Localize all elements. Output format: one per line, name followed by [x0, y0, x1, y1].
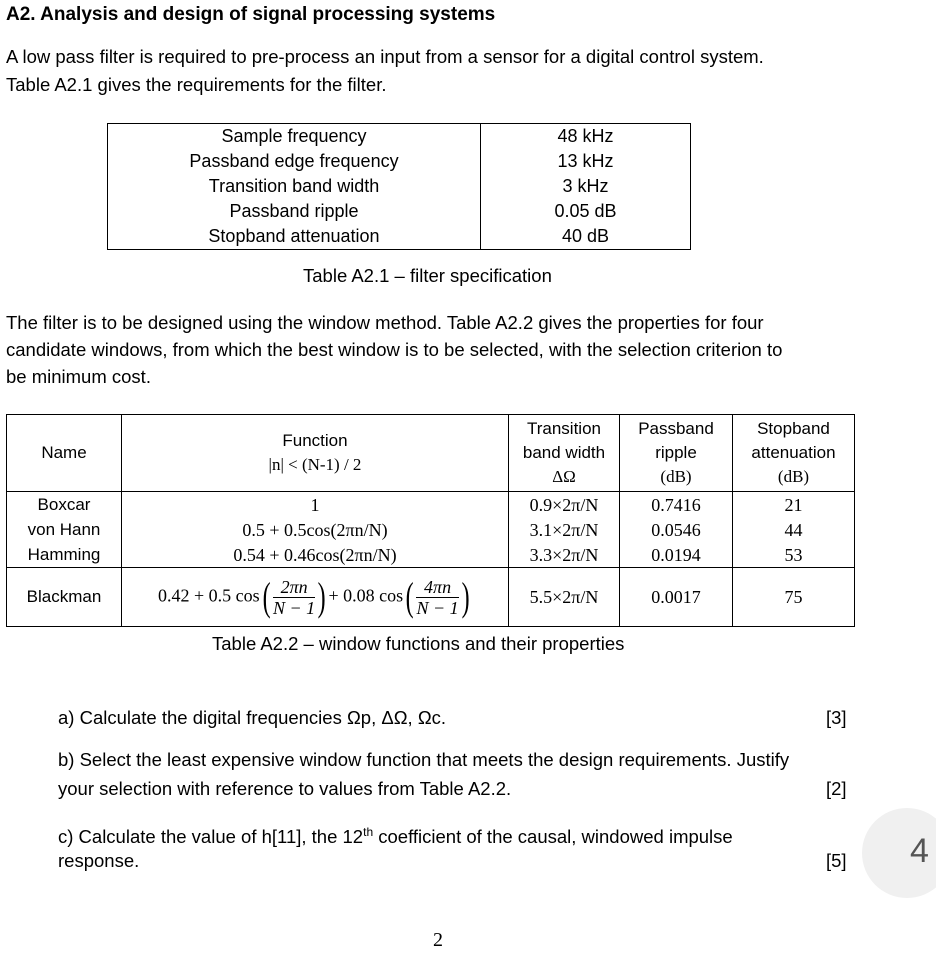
- spec-value: 40 dB: [481, 224, 691, 250]
- header-stopband-l3: (dB): [777, 467, 810, 486]
- spec-label: Stopband attenuation: [108, 224, 481, 250]
- method-line-3: be minimum cost.: [6, 366, 151, 387]
- spec-row: [108, 174, 691, 199]
- fraction-2-den: N − 1: [416, 597, 459, 618]
- window-functions-table: [6, 414, 855, 627]
- spec-label: Passband edge frequency: [108, 149, 481, 174]
- question-a-mark: [3]: [826, 707, 847, 728]
- fraction-1-den: N − 1: [273, 597, 316, 618]
- header-stopband: [733, 415, 855, 492]
- header-name: Name: [7, 415, 122, 492]
- fraction-1-num: 2πn: [273, 577, 315, 598]
- window-table-caption: Table A2.2 – window functions and their properties: [212, 633, 625, 654]
- window-stopband: 44: [733, 517, 855, 542]
- window-function: 1: [122, 492, 509, 518]
- window-transition: 3.1×2π/N: [509, 517, 620, 542]
- window-passband: 0.7416: [620, 492, 733, 518]
- side-tab-number: 4: [910, 832, 929, 870]
- header-transition-l3: ΔΩ: [552, 467, 576, 486]
- window-name: Boxcar: [7, 492, 122, 518]
- method-line-1: The filter is to be designed using the window method. Table A2.2 gives the properties for four: [6, 312, 764, 333]
- window-function: 0.5 + 0.5cos(2πn/N): [122, 517, 509, 542]
- spec-value: 0.05 dB: [481, 199, 691, 224]
- header-stopband-l2: attenuation: [751, 443, 836, 462]
- intro-line-1: A low pass filter is required to pre-process an input from a sensor for a digital control system.: [6, 46, 764, 67]
- spec-value: 13 kHz: [481, 149, 691, 174]
- window-transition: 0.9×2π/N: [509, 492, 620, 518]
- window-passband: 0.0017: [620, 568, 733, 627]
- spec-row: [108, 149, 691, 174]
- header-stopband-l1: Stopband: [757, 419, 830, 438]
- section-heading: A2. Analysis and design of signal processing systems: [6, 4, 496, 25]
- question-c-mark: [5]: [826, 850, 847, 871]
- header-passband: [620, 415, 733, 492]
- window-name: Blackman: [7, 568, 122, 627]
- spec-value: 3 kHz: [481, 174, 691, 199]
- table-row: [7, 492, 855, 518]
- window-stopband: 53: [733, 542, 855, 568]
- window-name: von Hann: [7, 517, 122, 542]
- window-stopband: 21: [733, 492, 855, 518]
- header-transition: [509, 415, 620, 492]
- header-transition-l1: Transition: [526, 419, 601, 438]
- question-c-line-2: response.: [58, 850, 140, 871]
- question-b-line-1: b) Select the least expensive window function that meets the design requirements. Justify: [58, 749, 790, 770]
- question-c-post: coefficient of the causal, windowed impulse: [373, 826, 733, 848]
- window-stopband: 75: [733, 568, 855, 627]
- window-name: Hamming: [7, 542, 122, 568]
- header-transition-l2: band width: [522, 443, 606, 462]
- window-transition: 5.5×2π/N: [509, 568, 620, 627]
- spec-label: Passband ripple: [108, 199, 481, 224]
- blackman-term-2: + 0.08 cos: [328, 585, 404, 606]
- blackman-term-1: 0.42 + 0.5 cos: [158, 585, 260, 606]
- spec-row: [108, 224, 691, 250]
- table-row: [7, 542, 855, 568]
- filter-spec-table: [107, 123, 691, 250]
- header-function-l2: |n| < (N-1) / 2: [268, 455, 362, 474]
- fraction-2-num: 4πn: [416, 577, 458, 598]
- table-row: [7, 568, 855, 627]
- spec-label: Sample frequency: [108, 124, 481, 150]
- header-function: [122, 415, 509, 492]
- table-row: [7, 517, 855, 542]
- header-passband-l3: (dB): [660, 467, 692, 486]
- question-c-pre: c) Calculate the value of h[11], the 12: [58, 826, 364, 848]
- question-c-sup: th: [363, 825, 374, 839]
- spec-row: [108, 124, 691, 150]
- fraction-1: [273, 577, 315, 618]
- window-passband: 0.0194: [620, 542, 733, 568]
- fraction-2: [416, 577, 458, 618]
- window-function: 0.54 + 0.46cos(2πn/N): [122, 542, 509, 568]
- window-function: 0.42 + 0.5 cos( $\frac{2\pi n}{N - 1}$ ) + 0.08 cos( $\frac{4\pi n}{N - 1}$ ): [122, 568, 509, 627]
- spec-value: 48 kHz: [481, 124, 691, 150]
- spec-label: Transition band width: [108, 174, 481, 199]
- header-function-l1: Function: [282, 431, 348, 450]
- intro-line-2: Table A2.1 gives the requirements for the filter.: [6, 74, 387, 95]
- method-line-2: candidate windows, from which the best window is to be selected, with the selection criterion to: [6, 339, 783, 360]
- question-c-line-1: [58, 817, 733, 852]
- question-a: a) Calculate the digital frequencies Ωp, ΔΩ, Ωc.: [58, 707, 447, 728]
- header-passband-l2: ripple: [655, 443, 697, 462]
- window-transition: 3.3×2π/N: [509, 542, 620, 568]
- window-passband: 0.0546: [620, 517, 733, 542]
- page-number: 2: [433, 929, 443, 951]
- question-b-line-2: your selection with reference to values from Table A2.2.: [58, 778, 512, 799]
- header-passband-l1: Passband: [638, 419, 714, 438]
- question-b-mark: [2]: [826, 778, 847, 799]
- spec-row: [108, 199, 691, 224]
- spec-table-caption: Table A2.1 – filter specification: [303, 265, 552, 286]
- window-table-header: [7, 415, 855, 492]
